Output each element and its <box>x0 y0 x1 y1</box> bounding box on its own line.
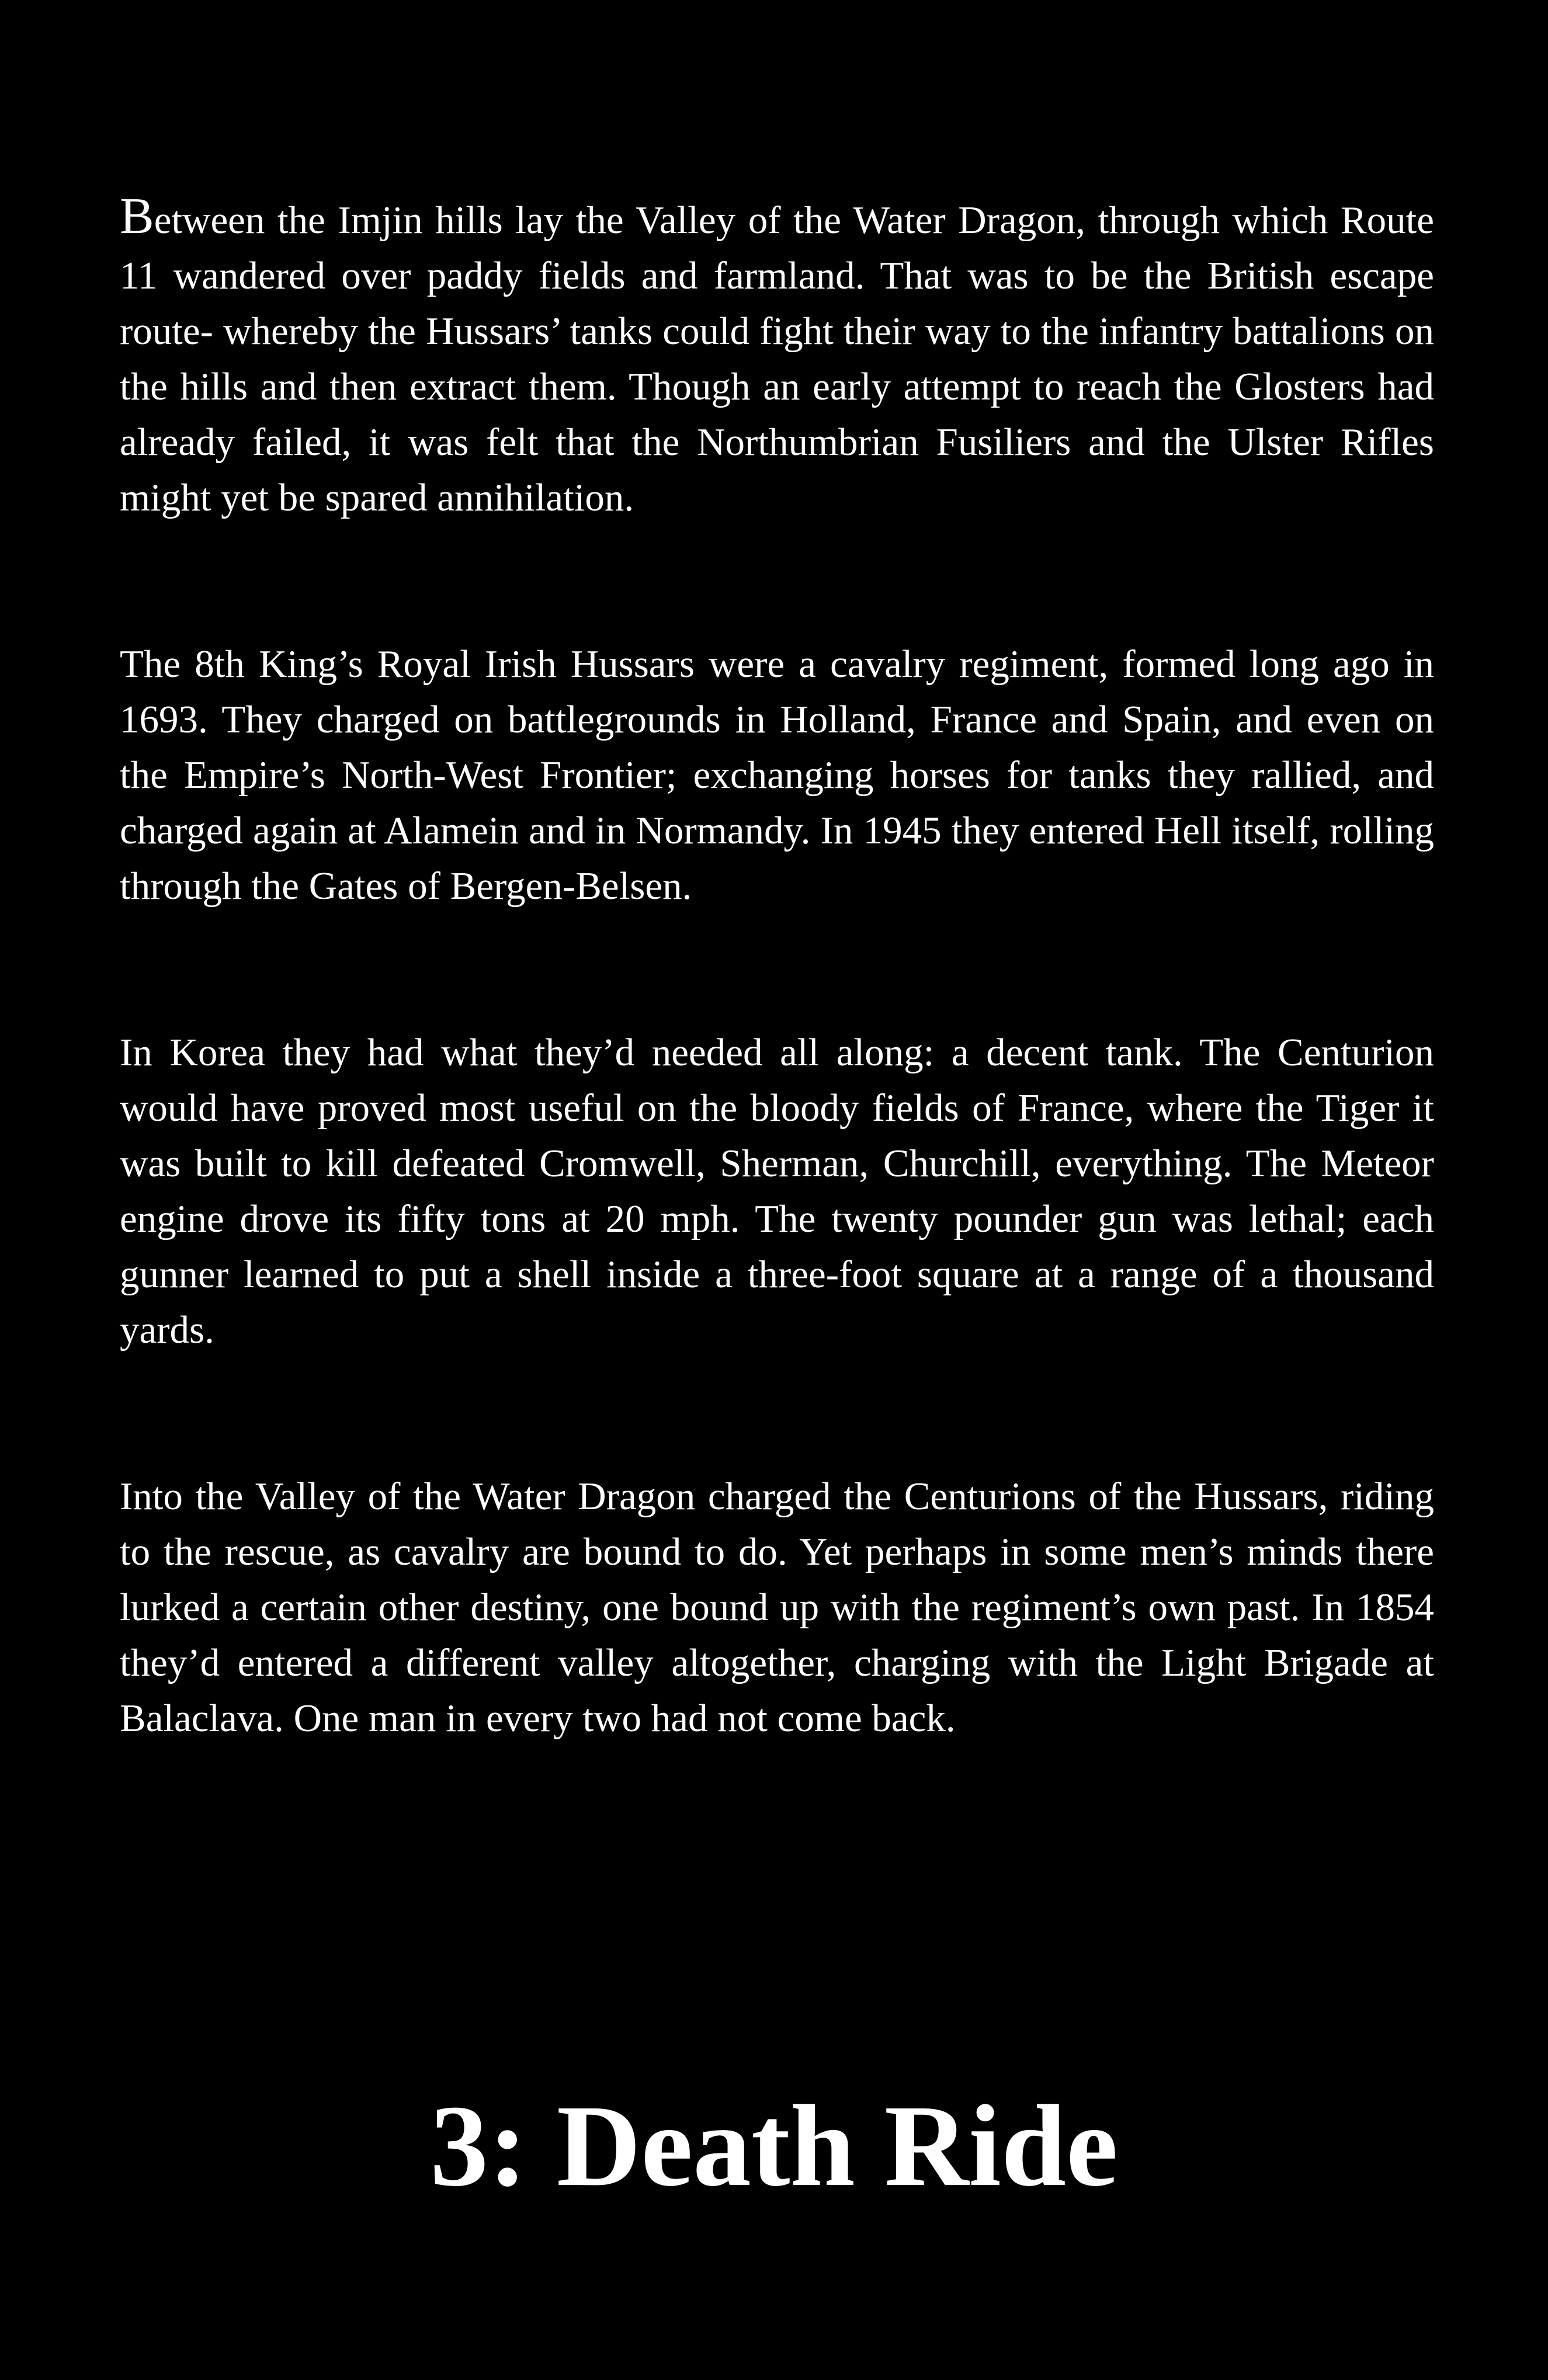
paragraph-1 <box>120 188 1434 526</box>
paragraph-4: Into the Valley of the Water Dragon charged the Centurions of the Hussars, riding to the rescue, as cavalry are bound to do. Yet perhaps in some men’s minds there lurked a certain other destiny, one bound up with the regiment’s own past. In 1854 they’d entered a different valley altogether, charging with the Light Brigade at Balaclava. One man in every two had not come back. <box>120 1475 1434 1740</box>
paragraph-1-text: etween the Imjin hills lay the Valley of the Water Dragon, through which Route 11 wandered over paddy fields and farmland. That was to be the British escape route- whereby the Hussars’ tanks could fight their way to the infantry battalions on the hills and then extract them. Though an early attempt to reach the Glosters had already failed, it was felt that the Northumbrian Fusiliers and the Ulster Rifles might yet be spared annihilation. <box>120 199 1434 519</box>
paragraph-3: In Korea they had what they’d needed all along: a decent tank. The Centurion would have proved most useful on the bloody fields of France, where the Tiger it was built to kill defeated Cromwell, Sherman, Churchill, everything. The Meteor engine drove its fifty tons at 20 mph. The twenty pounder gun was lethal; each gunner learned to put a shell inside a three-foot square at a range of a thousand yards. <box>120 1031 1434 1351</box>
paragraph-2: The 8th King’s Royal Irish Hussars were a cavalry regiment, formed long ago in 1693. They charged on battlegrounds in Holland, France and Spain, and even on the Empire’s North-West Frontier; exchanging horses for tanks they rallied, and charged again at Alamein and in Normandy. In 1945 they entered Hell itself, rolling through the Gates of Bergen-Belsen. <box>120 642 1434 908</box>
chapter-title: 3: Death Ride <box>430 2082 1118 2211</box>
text-body <box>120 188 1434 1746</box>
drop-cap: B <box>120 188 154 245</box>
